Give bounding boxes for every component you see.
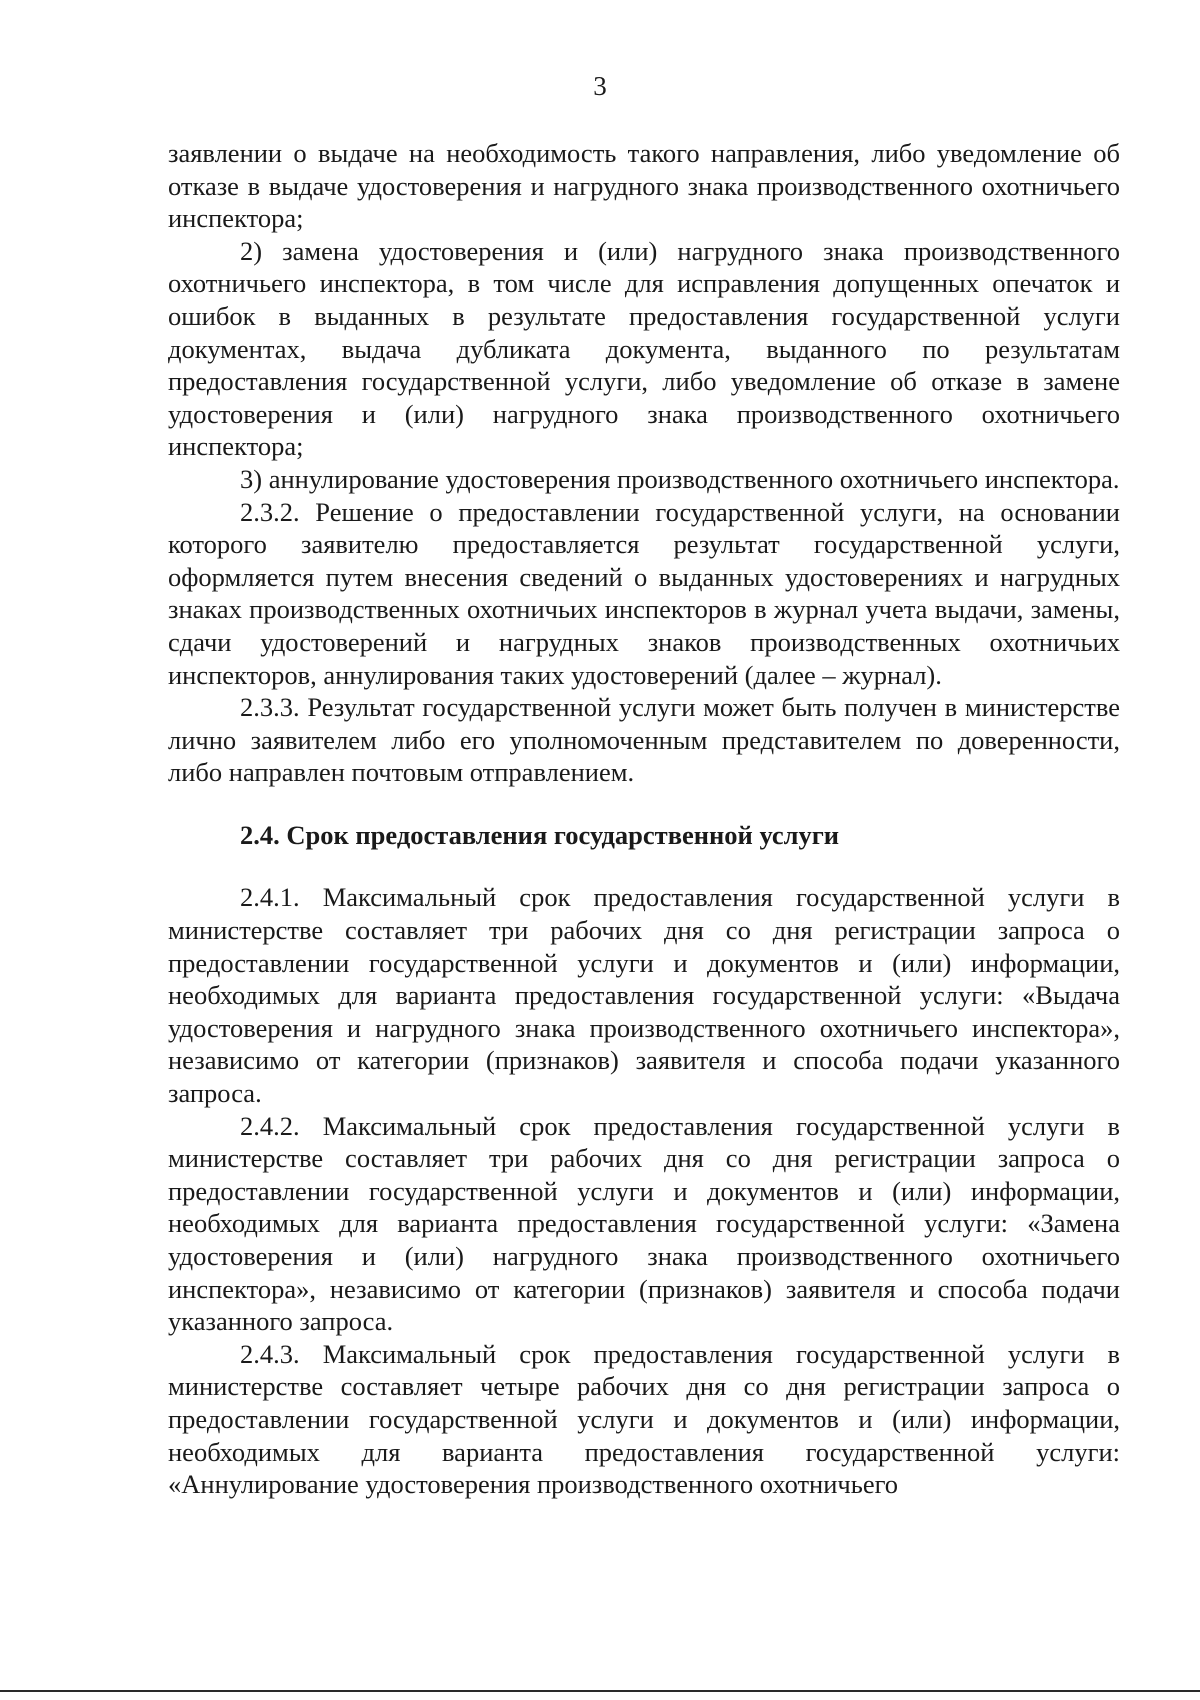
paragraph-2-3-3: 2.3.3. Результат государственной услуги может быть получен в министерстве лично заявителем либо его уполномоченным представителем по доверенности, либо направлен почтовым отправлением. [168, 692, 1120, 788]
paragraph-item-3: 3) аннулирование удостоверения производственного охотничьего инспектора. [240, 463, 1120, 494]
scan-bottom-edge [0, 1690, 1200, 1692]
paragraph-2-4-2: 2.4.2. Максимальный срок предоставления государственной услуги в министерстве составляет три рабочих дня со дня регистрации запроса о предоставлении государственной услуги и документов и (или) информации, необходимых для варианта предоставления государственной услуги: «Замена удостоверения и (или) нагрудного знака производственного охотничьего инспектора», независимо от категории (признаков) заявителя и способа подачи указанного запроса. [168, 1110, 1120, 1337]
paragraph-2-4-3: 2.4.3. Максимальный срок предоставления государственной услуги в министерстве составляет четыре рабочих дня со дня регистрации запроса о предоставлении государственной услуги и документов и (или) информации, необходимых для варианта предоставления государственной услуги: «Аннулирование удостоверения производственного охотничьего [168, 1338, 1120, 1500]
section-heading-2-4: 2.4. Срок предоставления государственной услуги [240, 819, 840, 850]
paragraph-2-3-2: 2.3.2. Решение о предоставлении государственной услуги, на основании которого заявителю предоставляется результат государственной услуги, оформляется путем внесения сведений о выданных удостоверениях и нагрудных знаках производственных охотничьих инспекторов в журнал учета выдачи, замены, сдачи удостоверений и нагрудных знаков производственных охотничьих инспекторов, аннулирования таких удостоверений (далее – журнал). [168, 496, 1120, 690]
paragraph-2-4-1: 2.4.1. Максимальный срок предоставления государственной услуги в министерстве составляет три рабочих дня со дня регистрации запроса о предоставлении государственной услуги и документов и (или) информации, необходимых для варианта предоставления государственной услуги: «Выдача удостоверения и нагрудного знака производственного охотничьего инспектора», независимо от категории (признаков) заявителя и способа подачи указанного запроса. [168, 882, 1120, 1109]
document-body [168, 137, 1120, 1501]
paragraph-item-2: 2) замена удостоверения и (или) нагрудного знака производственного охотничьего инспектора, в том числе для исправления допущенных опечаток и ошибок в выданных в результате предоставления государственной услуги документах, выдача дубликата документа, выданного по результатам предоставления государственной услуги, либо уведомление об отказе в замене удостоверения и (или) нагрудного знака производственного охотничьего инспектора; [168, 235, 1120, 462]
page-number: 3 [593, 71, 607, 101]
paragraph-continuation: заявлении о выдаче на необходимость такого направления, либо уведомление об отказе в выдаче удостоверения и нагрудного знака производственного охотничьего инспектора; [168, 138, 1120, 234]
